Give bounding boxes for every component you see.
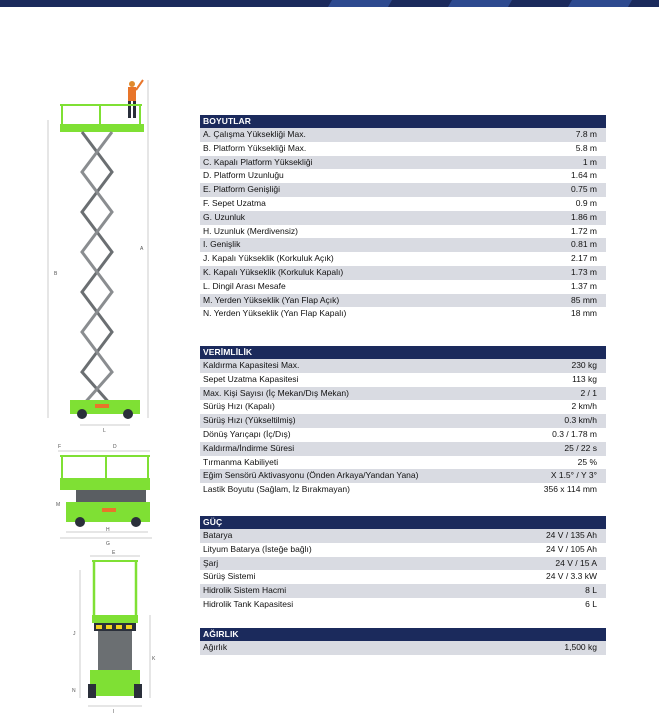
spec-row <box>200 400 606 414</box>
product-illustrations <box>40 70 180 720</box>
section-title: AĞIRLIK <box>200 628 606 641</box>
spec-value: 0.9 m <box>575 197 597 208</box>
spec-label: Max. Kişi Sayısı (İç Mekan/Dış Mekan) <box>203 387 349 398</box>
spec-value: 18 mm <box>571 308 597 319</box>
dim-label-k: K <box>152 656 156 662</box>
spec-label: M. Yerden Yükseklik (Yan Flap Açık) <box>203 294 340 305</box>
spec-row <box>200 483 606 497</box>
spec-value: 1.72 m <box>571 225 597 236</box>
spec-value: 113 kg <box>572 373 597 384</box>
spec-row <box>200 456 606 470</box>
spec-value: 24 V / 135 Ah <box>545 530 597 540</box>
dim-label-f: F <box>58 444 62 450</box>
spec-label: Sürüş Hızı (Kapalı) <box>203 401 275 412</box>
spec-label: Batarya <box>203 530 233 540</box>
spec-row <box>200 414 606 428</box>
spec-row <box>200 128 606 142</box>
spec-value: 1,500 kg <box>564 642 597 652</box>
spec-row <box>200 238 606 252</box>
spec-value: 356 x 114 mm <box>543 484 597 495</box>
spec-row <box>200 442 606 456</box>
spec-row <box>200 211 606 225</box>
scissor-lift-drawings <box>40 70 180 720</box>
spec-label: E. Platform Genişliği <box>203 184 280 195</box>
stowed-view-drawing <box>56 444 152 547</box>
spec-label: Kaldırma Kapasitesi Max. <box>203 360 300 370</box>
spec-row <box>200 359 606 373</box>
spec-row <box>200 641 606 655</box>
spec-label: Sürüş Sistemi <box>203 571 256 582</box>
spec-row <box>200 387 606 401</box>
dim-label-m: M <box>56 502 61 508</box>
spec-label: H. Uzunluk (Merdivensiz) <box>203 225 298 236</box>
spec-value: 6 L <box>585 598 597 609</box>
spec-label: N. Yerden Yükseklik (Yan Flap Kapalı) <box>203 308 347 319</box>
spec-row <box>200 373 606 387</box>
spec-row <box>200 307 606 321</box>
spec-label: Tırmanma Kabiliyeti <box>203 456 279 467</box>
spec-value: 24 V / 15 A <box>555 557 597 568</box>
spec-label: K. Kapalı Yükseklik (Korkuluk Kapalı) <box>203 266 344 277</box>
spec-label: Lastik Boyutu (Sağlam, İz Bırakmayan) <box>203 484 350 495</box>
spec-value: 0.75 m <box>571 184 597 195</box>
spec-row <box>200 252 606 266</box>
spec-value: 1 m <box>582 156 597 167</box>
dim-label-a: A <box>140 246 144 252</box>
spec-label: Hidrolik Sistem Hacmi <box>203 585 287 596</box>
spec-value: 0.3 / 1.78 m <box>552 428 597 439</box>
dim-label-i: I <box>113 709 115 715</box>
spec-label: I. Genişlik <box>203 239 241 250</box>
spec-label: Eğim Sensörü Aktivasyonu (Önden Arkaya/Yandan Yana) <box>203 470 419 481</box>
spec-value: 24 V / 3.3 kW <box>545 571 597 582</box>
spec-label: D. Platform Uzunluğu <box>203 170 284 181</box>
spec-label: Hidrolik Tank Kapasitesi <box>203 598 294 609</box>
dim-label-j: J <box>73 631 76 637</box>
dim-label-d: D <box>113 444 117 450</box>
spec-row <box>200 428 606 442</box>
spec-row <box>200 266 606 280</box>
dim-label-e: E <box>112 550 116 556</box>
side-view-drawing <box>48 80 148 434</box>
dim-label-b: B <box>54 271 58 277</box>
spec-row <box>200 584 606 598</box>
spec-row <box>200 570 606 584</box>
spec-value: 1.86 m <box>571 211 597 222</box>
spec-value: X 1.5° / Y 3° <box>550 470 597 481</box>
spec-row <box>200 156 606 170</box>
dim-label-h: H <box>106 527 110 533</box>
dim-label-g: G <box>106 541 110 547</box>
spec-value: 25 % <box>577 456 597 467</box>
spec-label: Sepet Uzatma Kapasitesi <box>203 373 299 384</box>
spec-label: C. Kapalı Platform Yüksekliği <box>203 156 313 167</box>
spec-label: Dönüş Yarıçapı (İç/Dış) <box>203 428 291 439</box>
spec-value: 0.3 km/h <box>564 415 597 426</box>
spec-row <box>200 225 606 239</box>
spec-label: Sürüş Hızı (Yükseltilmiş) <box>203 415 296 426</box>
section-title: BOYUTLAR <box>200 115 606 128</box>
spec-value: 7.8 m <box>575 129 597 139</box>
performance-table <box>200 346 606 497</box>
spec-row <box>200 183 606 197</box>
weight-table <box>200 628 606 655</box>
spec-label: Şarj <box>203 557 219 568</box>
top-banner <box>0 0 659 7</box>
spec-value: 85 mm <box>571 294 597 305</box>
spec-row <box>200 543 606 557</box>
spec-value: 25 / 22 s <box>564 442 597 453</box>
spec-row <box>200 294 606 308</box>
spec-value: 8 L <box>585 585 597 596</box>
spec-value: 24 V / 105 Ah <box>545 543 597 554</box>
spec-value: 5.8 m <box>575 142 597 153</box>
spec-label: Kaldırma/İndirme Süresi <box>203 442 295 453</box>
spec-row <box>200 557 606 571</box>
spec-row <box>200 197 606 211</box>
spec-label: J. Kapalı Yükseklik (Korkuluk Açık) <box>203 253 334 264</box>
spec-label: Lityum Batarya (İsteğe bağlı) <box>203 543 312 554</box>
spec-row <box>200 280 606 294</box>
dim-label-l: L <box>103 428 106 434</box>
dimensions-table <box>200 115 606 321</box>
spec-value: 230 kg <box>571 360 597 370</box>
spec-label: G. Uzunluk <box>203 211 246 222</box>
spec-value: 1.73 m <box>571 266 597 277</box>
spec-value: 2 / 1 <box>580 387 597 398</box>
end-view-drawing <box>72 550 156 715</box>
spec-row <box>200 169 606 183</box>
spec-value: 0.81 m <box>571 239 597 250</box>
spec-label: F. Sepet Uzatma <box>203 197 266 208</box>
spec-value: 2 km/h <box>571 401 597 412</box>
spec-label: B. Platform Yüksekliği Max. <box>203 142 307 153</box>
spec-label: L. Dingil Arası Mesafe <box>203 280 286 291</box>
spec-value: 1.37 m <box>571 280 597 291</box>
dim-label-n: N <box>72 688 76 694</box>
spec-label: Ağırlık <box>203 642 228 652</box>
section-title: VERİMLİLİK <box>200 346 606 359</box>
spec-label: A. Çalışma Yüksekliği Max. <box>203 129 306 139</box>
spec-value: 2.17 m <box>571 253 597 264</box>
power-table <box>200 516 606 612</box>
spec-value: 1.64 m <box>571 170 597 181</box>
spec-row <box>200 469 606 483</box>
spec-row <box>200 598 606 612</box>
spec-row <box>200 529 606 543</box>
spec-row <box>200 142 606 156</box>
section-title: GÜÇ <box>200 516 606 529</box>
